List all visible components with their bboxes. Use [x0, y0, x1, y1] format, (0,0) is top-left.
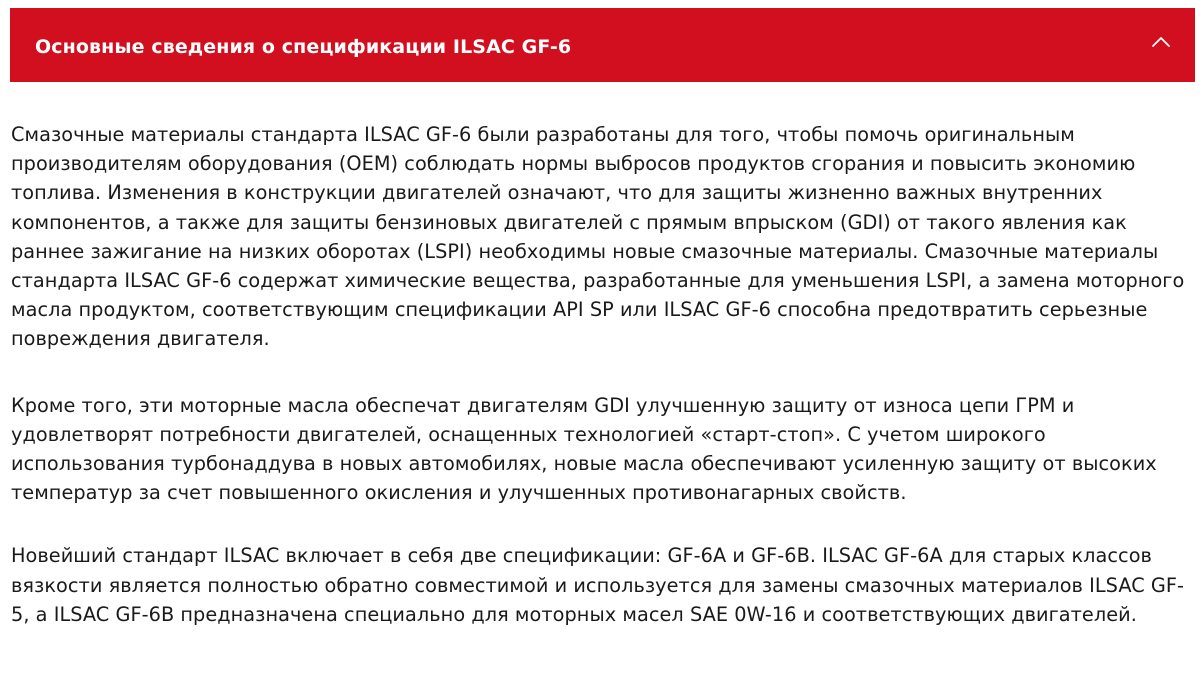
chevron-up-icon[interactable] [1149, 30, 1173, 54]
accordion-header[interactable] [10, 8, 1195, 82]
accordion-title: Основные сведения о спецификации ILSAC GF-6 [35, 36, 572, 58]
accordion-content [11, 120, 1196, 666]
paragraph-gdi-protection: Кроме того, эти моторные масла обеспечат двигателям GDI улучшенную защиту от износа цепи ГРМ и удовлетворят потребности двигателей, оснащенных технологией «старт-стоп». С учетом широкого использования турбонаддува в новых автомобилях, новые масла обеспечивают усиленную защиту от высоких температур за счет повышенного окисления и улучшенных противонагарных свойств. [11, 393, 1157, 505]
paragraph-gf6-variants: Новейший стандарт ILSAC включает в себя две спецификации: GF-6A и GF-6B. ILSAC GF-6A для старых классов вязкости является полностью обратно совместимой и используется для замены смазочных материалов ILSAC GF-5, а ILSAC GF-6B предназначена специально для моторных масел SAE 0W-16 и соответствующих двигателей. [11, 544, 1185, 626]
paragraph-intro: Смазочные материалы стандарта ILSAC GF-6 были разработаны для того, чтобы помочь оригинальным производителям оборудования (OEM) соблюдать нормы выбросов продуктов сгорания и повысить экономию топлива. Изменения в конструкции двигателей означают, что для защиты жизненно важных внутренних компонентов, а также для защиты бензиновых двигателей с прямым впрыском (GDI) от такого явления как раннее зажигание на низких оборотах (LSPI) необходимы новые смазочные материалы. Смазочные материалы стандарта ILSAC GF-6 содержат химические вещества, разработанные для уменьшения LSPI, а замена моторного масла продуктом, соответствующим спецификации API SP или ILSAC GF-6 способна предотвратить серьезные повреждения двигателя. [11, 123, 1185, 351]
